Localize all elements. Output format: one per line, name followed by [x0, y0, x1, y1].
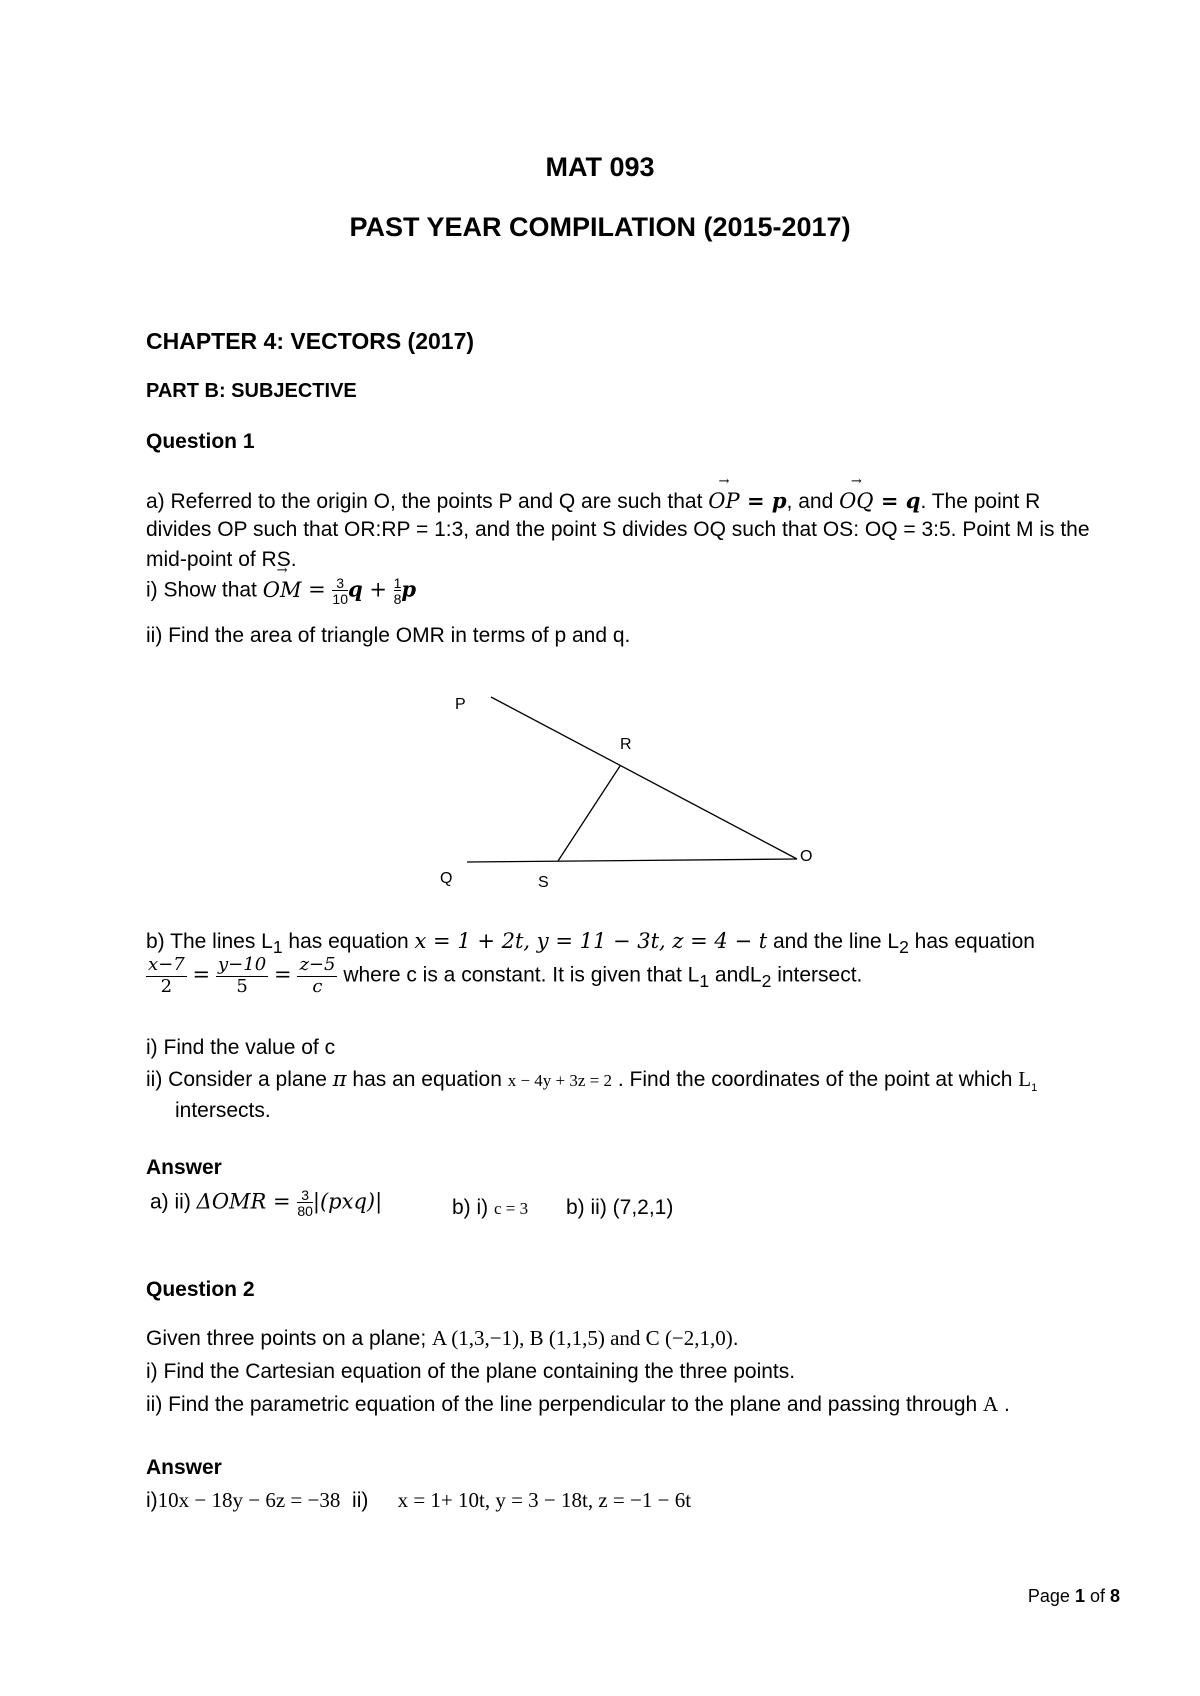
page-number	[1028, 1586, 1120, 1607]
q1-answer-bi-value: c = 3	[494, 1199, 529, 1218]
fraction-1-8-num: 1	[393, 575, 402, 591]
q2-answer-i-label: i)	[146, 1489, 158, 1512]
q2-answer	[146, 1488, 691, 1513]
line-l-symbol: L	[1018, 1067, 1032, 1091]
page-total: 8	[1109, 1586, 1120, 1606]
q1-answer-bi-prefix: b) i)	[452, 1196, 494, 1219]
plane-pi: π	[332, 1067, 347, 1091]
question-1-heading: Question 1	[146, 430, 255, 453]
fraction-y-den: 5	[216, 976, 268, 998]
q2-part-ii-prefix: ii) Find the parametric equation of the line perpendicular to the plane and passing through	[146, 1393, 984, 1416]
q1a-eq-p: = p	[739, 488, 787, 513]
fraction-x-num: x−7	[148, 954, 185, 975]
diagram-label-o: O	[800, 848, 813, 865]
compilation-title: PAST YEAR COMPILATION (2015-2017)	[349, 212, 851, 242]
q1-answer-a	[150, 1188, 382, 1218]
line-po	[491, 697, 797, 859]
q1-answer-eq: =	[266, 1189, 298, 1214]
page-current: 1	[1074, 1586, 1085, 1606]
diagram-label-p: P	[455, 696, 466, 713]
q1a-line-3: mid-point of RS.	[146, 548, 297, 571]
equals-2: =	[273, 962, 292, 987]
q1b-line-2-sub-1: 1	[699, 970, 710, 991]
q1-answer-triangle: ΔOMR	[196, 1189, 267, 1214]
fraction-y-num: y−10	[217, 954, 267, 975]
fraction-3-80	[297, 1188, 313, 1218]
q1b-line-equations: x = 1 + 2t, y = 11 − 3t, z = 4 − t	[414, 929, 768, 953]
course-title: MAT 093	[545, 152, 655, 182]
q1b-part-i: i) Find the value of c	[146, 1036, 336, 1059]
q1b-and: and the line L	[767, 930, 900, 953]
q1b-sub-2: 2	[899, 937, 909, 958]
line-qo	[467, 859, 797, 862]
q1b-part-ii-suffix: . Find the coordinates of the point at which	[612, 1068, 1019, 1091]
q1b-suffix: has equation	[908, 930, 1035, 953]
fraction-3-10-den: 10	[332, 591, 348, 607]
q1a-eq-q: = q	[873, 488, 921, 513]
q1-answer-a-prefix: a) ii)	[150, 1190, 197, 1214]
q2-part-ii-suffix: .	[998, 1393, 1010, 1416]
q1a-q: q	[347, 576, 363, 602]
q2-given-points: A (1,3,−1), B (1,1,5) and C (−2,1,0)	[432, 1326, 733, 1350]
fraction-1-8-den: 8	[393, 591, 402, 607]
fraction-z-minus-5	[297, 955, 337, 997]
q1-answer-heading: Answer	[146, 1156, 222, 1179]
fraction-3-10-num: 3	[336, 575, 345, 591]
line-rs	[558, 766, 620, 861]
line-l-sub: 1	[1031, 1082, 1038, 1095]
q1-answer-bii: b) ii) (7,2,1)	[566, 1196, 674, 1219]
diagram-label-s: S	[538, 874, 549, 891]
q1a-part-i-eq: =	[301, 577, 333, 602]
q1b-line-2-text-1: where c is a constant. It is given that L	[343, 963, 700, 987]
q1b-part-ii-mid: has an equation	[346, 1068, 508, 1091]
q2-given-prefix: Given three points on a plane;	[146, 1327, 433, 1350]
q2-answer-heading: Answer	[146, 1456, 222, 1479]
q1-answer-cross-product: |(pxq)|	[312, 1189, 383, 1214]
diagram-label-q: Q	[440, 870, 453, 887]
q2-part-ii	[146, 1392, 1010, 1417]
q1-answer-bi	[452, 1196, 528, 1220]
q1a-plus: +	[362, 577, 394, 602]
equals-1: =	[192, 962, 211, 987]
q1b-prefix: b) The lines L	[146, 930, 273, 953]
plane-equation: x − 4y + 3z = 2	[507, 1071, 613, 1090]
page-of-word: of	[1084, 1586, 1110, 1606]
q1b-line-2-text-2: andL	[709, 963, 762, 987]
fraction-z-den: c	[297, 976, 337, 998]
fraction-x-minus-7	[146, 955, 187, 997]
question-2-heading: Question 2	[146, 1278, 255, 1301]
q1b-line-2-sub-2: 2	[761, 970, 772, 991]
q2-point-a: A	[983, 1392, 999, 1416]
q2-given-suffix: .	[732, 1327, 739, 1350]
fraction-y-minus-10	[216, 955, 268, 997]
q2-given	[146, 1326, 739, 1351]
q1b-line-2	[146, 955, 862, 997]
q1b-part-ii-line-2: intersects.	[175, 1099, 271, 1122]
chapter-heading: CHAPTER 4: VECTORS (2017)	[146, 328, 475, 354]
fraction-x-den: 2	[146, 976, 187, 998]
q2-part-i: i) Find the Cartesian equation of the plane containing the three points.	[146, 1360, 796, 1383]
q1b-mid: has equation	[282, 930, 415, 953]
q1a-line-1-suffix: . The point R	[920, 490, 1041, 513]
q1b-line-1	[146, 929, 1035, 958]
fraction-z-num: z−5	[299, 954, 336, 975]
q1a-line-1-prefix: a) Referred to the origin O, the points P and Q are such that	[146, 490, 703, 513]
q1a-part-ii: ii) Find the area of triangle OMR in terms of p and q.	[146, 624, 631, 647]
q2-answer-ii-label: ii)	[352, 1489, 369, 1512]
diagram-label-r: R	[620, 736, 632, 753]
q1b-part-ii	[146, 1067, 1037, 1094]
part-heading: PART B: SUBJECTIVE	[146, 380, 357, 402]
q1b-part-ii-prefix: ii) Consider a plane	[146, 1068, 333, 1091]
q1a-part-i-prefix: i) Show that	[146, 578, 257, 602]
vector-oq: → OQ	[839, 489, 873, 513]
fraction-3-80-den: 80	[297, 1203, 313, 1219]
q1a-and: , and	[786, 490, 840, 513]
q1a-p: p	[401, 576, 417, 602]
q1b-line-2-text-3: intersect.	[771, 963, 863, 987]
vector-op: → OP	[708, 489, 739, 513]
q1b-sub-1: 1	[272, 937, 283, 958]
page-word: Page	[1027, 1586, 1075, 1606]
q2-answer-ii: x = 1+ 10t, y = 3 − 18t, z = −1 − 6t	[397, 1488, 692, 1512]
q1a-line-2: divides OP such that OR:RP = 1:3, and the point S divides OQ such that OS: OQ = 3:5. Point M is the	[146, 518, 1090, 541]
fraction-3-80-num: 3	[301, 1187, 310, 1203]
q2-answer-i: 10x − 18y − 6z = −38	[157, 1488, 341, 1512]
vector-om: → OM	[263, 578, 302, 602]
